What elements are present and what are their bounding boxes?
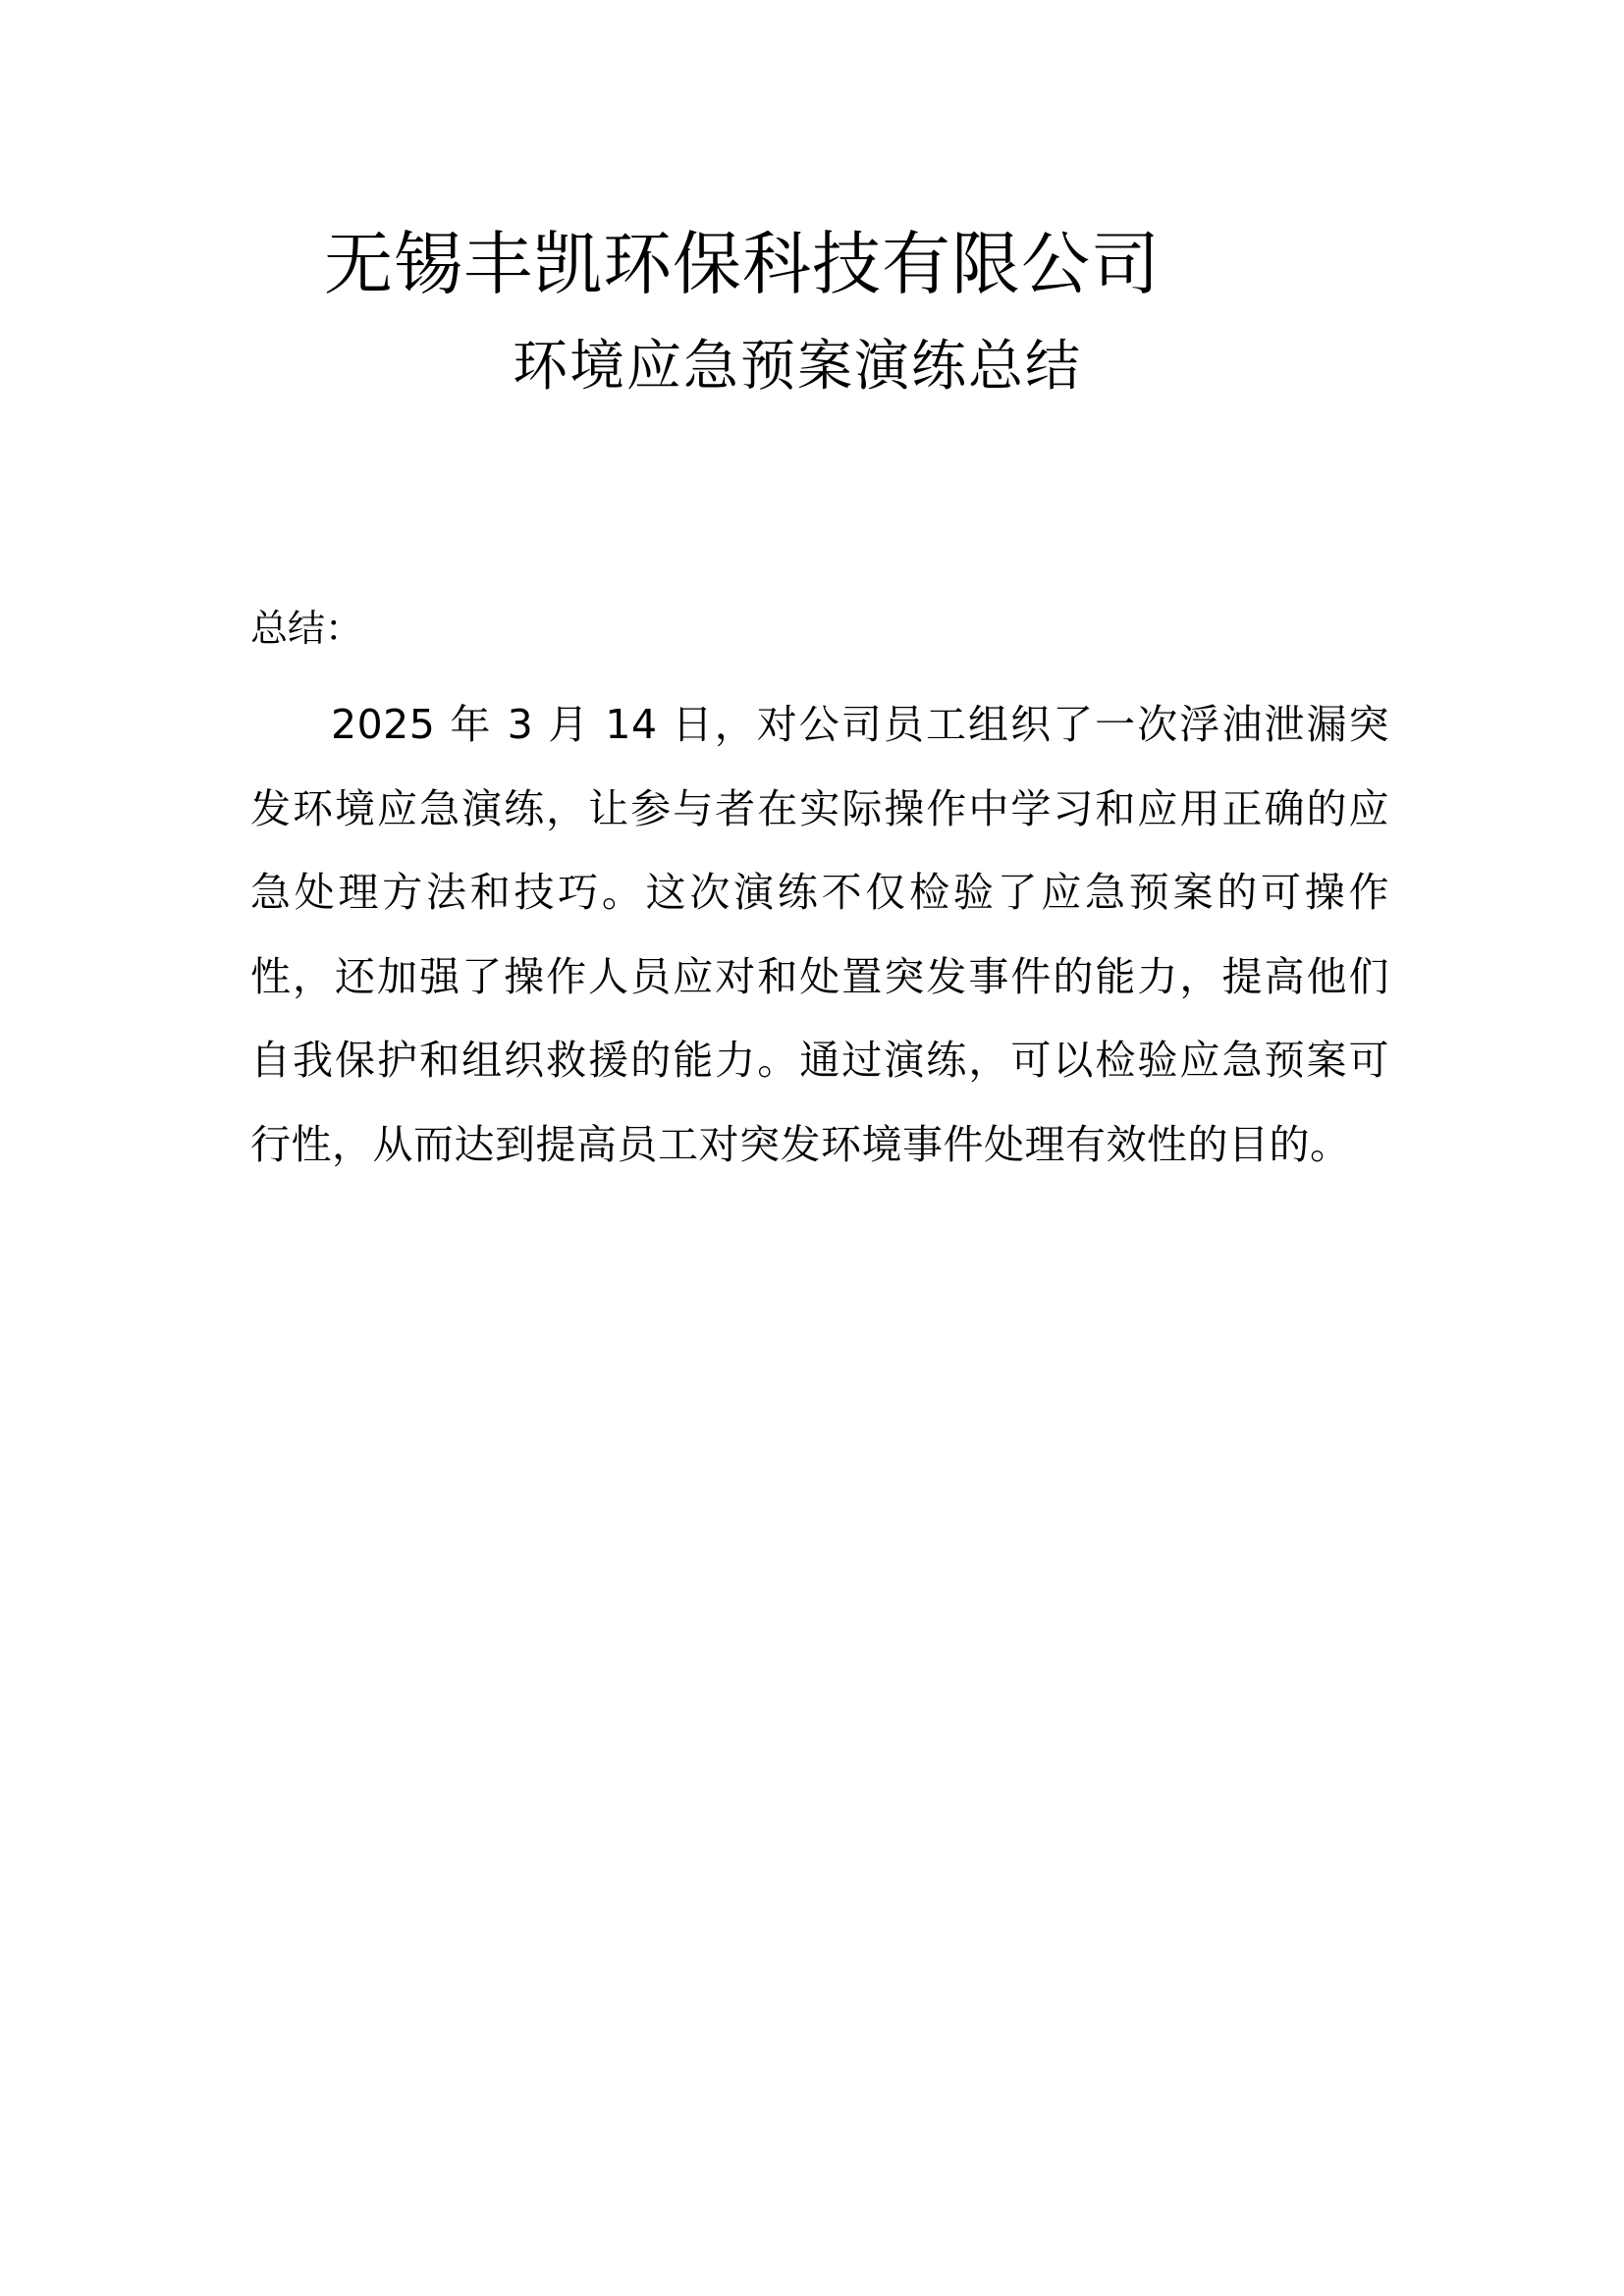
summary-body-paragraph: 2025 年 3 月 14 日，对公司员工组织了一次浮油泄漏突发环境应急演练，让参与者在实际操作中学习和应用正确的应急处理方法和技巧。这次演练不仅检验了应急预案的可操作性，还加强了操作人员应对和处置突发事件的能力，提高他们自我保护和组织救援的能力。通过演练，可以检验应急预案可行性，从而达到提高员工对突发环境事件处理有效性的目的。 — [250, 701, 1389, 1168]
summary-section-label: 总结： — [250, 607, 363, 650]
company-name-heading: 无锡丰凯环保科技有限公司 — [324, 224, 1161, 304]
document-title: 环境应急预案演练总结 — [513, 335, 1082, 399]
